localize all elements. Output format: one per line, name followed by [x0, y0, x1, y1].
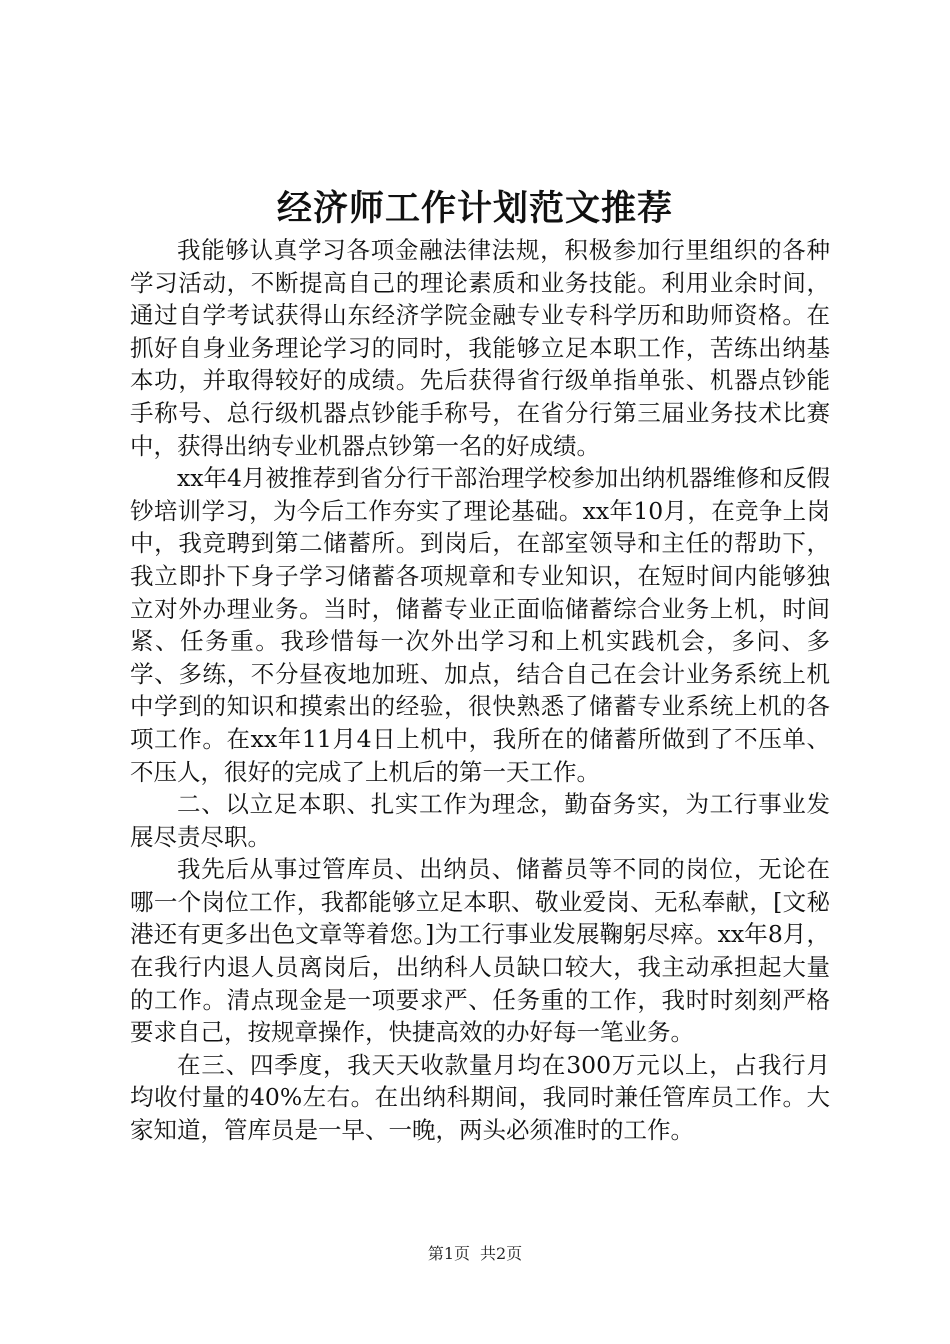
page-number: 第1页 [427, 1244, 470, 1263]
paragraph-1: 我能够认真学习各项金融法律法规，积极参加行里组织的各种学习活动，不断提高自己的理论素质和业务技能。利用业余时间，通过自学考试获得山东经济学院金融专业专科学历和助师资格。在抓好自身业务理论学习的同时，我能够立足本职工作，苦练出纳基本功，并取得较好的成绩。先后获得省行级单指单张、机器点钞能手称号、总行级机器点钞能手称号，在省分行第三届业务技术比赛中，获得出纳专业机器点钞第一名的好成绩。 [130, 236, 830, 460]
paragraph-2: xx年4月被推荐到省分行干部治理学校参加出纳机器维修和反假钞培训学习，为今后工作夯实了理论基础。xx年10月，在竞争上岗中，我竞聘到第二储蓄所。到岗后，在部室领导和主任的帮助下，我立即扑下身子学习储蓄各项规章和专业知识，在短时间内能够独立对外办理业务。当时，储蓄专业正面临储蓄综合业务上机，时间紧、任务重。我珍惜每一次外出学习和上机实践机会，多问、多学、多练，不分昼夜地加班、加点，结合自己在会计业务系统上机中学到的知识和摸索出的经验，很快熟悉了储蓄专业系统上机的各项工作。在xx年11月4日上机中，我所在的储蓄所做到了不压单、不压人，很好的完成了上机后的第一天工作。 [130, 464, 830, 786]
page-total: 共2页 [480, 1244, 523, 1263]
paragraph-4: 我先后从事过管库员、出纳员、储蓄员等不同的岗位，无论在哪一个岗位工作，我都能够立足本职、敬业爱岗、无私奉献，[文秘港还有更多出色文章等着您。]为工行事业发展鞠躬尽瘁。xx年8月，在我行内退人员离岗后，出纳科人员缺口较大，我主动承担起大量的工作。清点现金是一项要求严、任务重的工作，我时时刻刻严格要求自己，按规章操作，快捷高效的办好每一笔业务。 [130, 855, 830, 1047]
page-footer [0, 1243, 950, 1265]
document-title: 经济师工作计划范文推荐 [276, 188, 673, 229]
paragraph-3: 二、以立足本职、扎实工作为理念，勤奋务实，为工行事业发展尽责尽职。 [130, 790, 830, 851]
paragraph-5: 在三、四季度，我天天收款量月均在300万元以上，占我行月均收付量的40%左右。在出纳科期间，我同时兼任管库员工作。大家知道，管库员是一早、一晚，两头必须准时的工作。 [130, 1050, 830, 1145]
document-body [130, 234, 830, 1147]
